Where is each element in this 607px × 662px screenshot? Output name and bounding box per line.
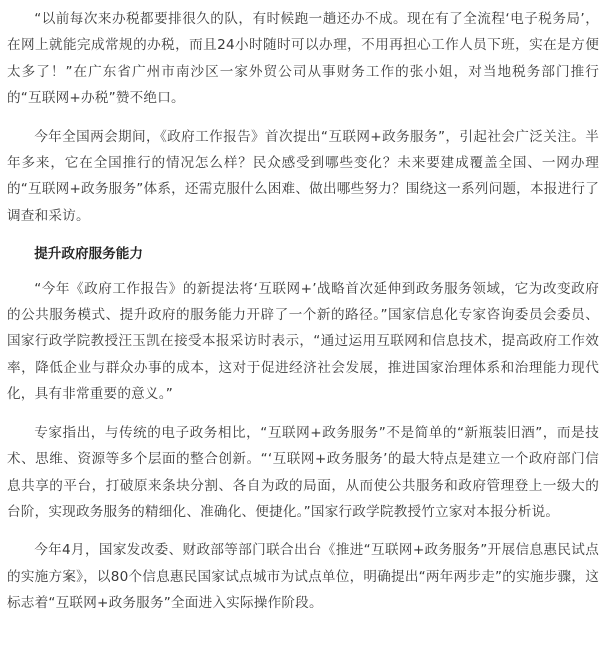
section-heading: 提升政府服务能力 xyxy=(34,246,143,263)
paragraph-expert-zhu: 专家指出，与传统的电子政务相比，“互联网+政务服务”不是简单的“新瓶装旧酒”，而是技术、思维、资源等多个层面的整合创新。“‘互联网+政务服务’的最大特点是建立一个政府部门信息共享的平台，打破原来条块分割、各自为政的局面，从而使公共服务和政府管理登上一级大的台阶，实现政务服务的精细化、准确化、便捷化。”国家行政学院教授竹立家对本报分析说。 xyxy=(7,424,599,520)
paragraph-april-plan: 今年4月，国家发改委、财政部等部门联合出台《推进“互联网+政务服务”开展信息惠民试点的实施方案》，以80个信息惠民国家试点城市为试点单位，明确提出“两年两步走”的实施步骤，这标志着“互联网+政务服务”全面进入实际操作阶段。 xyxy=(7,542,599,612)
paragraph-two-sessions: 今年全国两会期间，《政府工作报告》首次提出“互联网+政务服务”，引起社会广泛关注。半年多来，它在全国推行的情况怎么样？民众感受到哪些变化？未来要建成覆盖全国、一网办理的“互联网+政务服务”体系，还需克服什么困难、做出哪些努力？围绕这一系列问题，本报进行了调查和采访。 xyxy=(7,128,599,224)
paragraph-expert-wang: “今年《政府工作报告》的新提法将‘互联网+’战略首次延伸到政务服务领域，它为改变政府的公共服务模式、提升政府的服务能力开辟了一个新的路径。”国家信息化专家咨询委员会委员、国家行政学院教授汪玉凯在接受本报采访时表示，“通过运用互联网和信息技术，提高政府工作效率，降低企业与群众办事的成本，这对于促进经济社会发展，推进国家治理体系和治理能力现代化，具有非常重要的意义。” xyxy=(7,280,599,403)
paragraph-tax-bureau: “以前每次来办税都要排很久的队，有时候跑一趟还办不成。现在有了全流程‘电子税务局’，在网上就能完成常规的办税，而且24小时随时可以办理，不用再担心工作人员下班，实在是方便太多了！”在广东省广州市南沙区一家外贸公司从事财务工作的张小姐，对当地税务部门推行的“互联网+办税”赞不绝口。 xyxy=(7,11,599,107)
